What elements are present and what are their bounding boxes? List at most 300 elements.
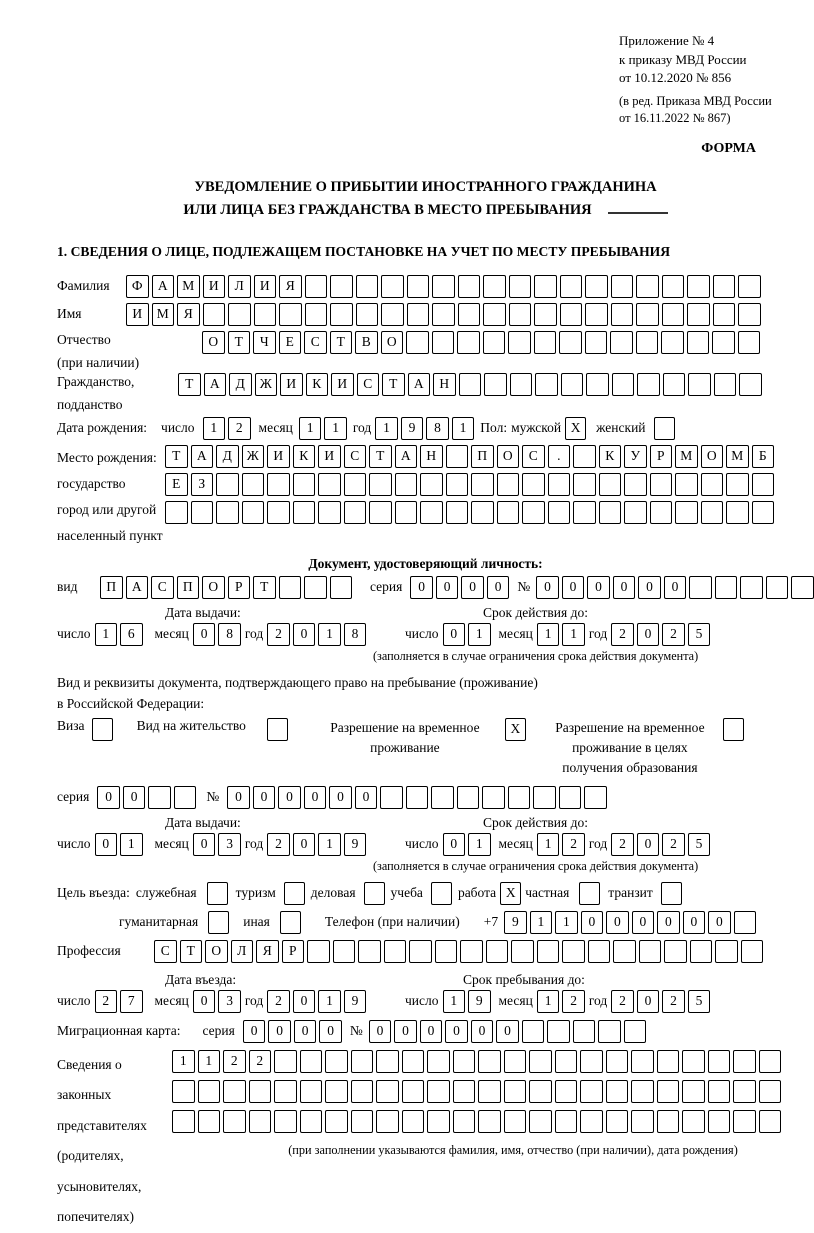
char-cell[interactable] <box>356 303 379 326</box>
migration-card-number-cells[interactable] <box>369 1020 647 1043</box>
char-cell[interactable] <box>198 1080 221 1103</box>
char-cell[interactable]: Д <box>216 445 239 468</box>
char-cell[interactable]: 1 <box>468 623 491 646</box>
char-cell[interactable] <box>537 940 560 963</box>
char-cell[interactable] <box>529 1110 552 1133</box>
char-cell[interactable]: 0 <box>193 990 216 1013</box>
char-cell[interactable] <box>279 303 302 326</box>
char-cell[interactable] <box>733 1050 756 1073</box>
purpose-business-checkbox[interactable] <box>364 882 385 905</box>
char-cell[interactable]: 2 <box>267 623 290 646</box>
birth-place-cells-3[interactable] <box>165 501 774 524</box>
char-cell[interactable]: О <box>381 331 404 354</box>
char-cell[interactable] <box>662 303 685 326</box>
char-cell[interactable]: 9 <box>344 990 367 1013</box>
char-cell[interactable]: А <box>204 373 227 396</box>
char-cell[interactable] <box>664 940 687 963</box>
char-cell[interactable]: Ж <box>242 445 265 468</box>
char-cell[interactable]: 6 <box>120 623 143 646</box>
char-cell[interactable]: 9 <box>468 990 491 1013</box>
char-cell[interactable] <box>548 473 571 496</box>
char-cell[interactable] <box>560 303 583 326</box>
char-cell[interactable] <box>690 940 713 963</box>
char-cell[interactable]: 1 <box>537 833 560 856</box>
representatives-cells-3[interactable] <box>172 1110 781 1133</box>
char-cell[interactable]: 0 <box>294 1020 317 1043</box>
char-cell[interactable] <box>585 275 608 298</box>
identity-doc-series-cells[interactable] <box>410 576 509 599</box>
char-cell[interactable] <box>318 473 341 496</box>
char-cell[interactable]: 1 <box>562 623 585 646</box>
char-cell[interactable] <box>547 1020 570 1043</box>
char-cell[interactable] <box>325 1050 348 1073</box>
char-cell[interactable] <box>766 576 789 599</box>
char-cell[interactable] <box>228 303 251 326</box>
char-cell[interactable] <box>599 473 622 496</box>
char-cell[interactable]: А <box>395 445 418 468</box>
char-cell[interactable]: О <box>202 576 225 599</box>
char-cell[interactable]: 0 <box>581 911 604 934</box>
char-cell[interactable] <box>459 373 482 396</box>
char-cell[interactable] <box>535 373 558 396</box>
char-cell[interactable]: 0 <box>683 911 706 934</box>
char-cell[interactable]: Б <box>752 445 775 468</box>
char-cell[interactable]: 2 <box>611 990 634 1013</box>
char-cell[interactable]: 0 <box>293 623 316 646</box>
char-cell[interactable]: К <box>599 445 622 468</box>
purpose-tourism-checkbox[interactable] <box>284 882 305 905</box>
char-cell[interactable] <box>741 940 764 963</box>
char-cell[interactable] <box>172 1080 195 1103</box>
char-cell[interactable] <box>191 501 214 524</box>
char-cell[interactable] <box>560 275 583 298</box>
char-cell[interactable] <box>585 303 608 326</box>
char-cell[interactable] <box>534 331 557 354</box>
char-cell[interactable] <box>738 275 761 298</box>
char-cell[interactable]: Н <box>433 373 456 396</box>
char-cell[interactable]: 1 <box>318 623 341 646</box>
char-cell[interactable] <box>307 940 330 963</box>
char-cell[interactable] <box>555 1110 578 1133</box>
char-cell[interactable]: 2 <box>95 990 118 1013</box>
char-cell[interactable] <box>458 275 481 298</box>
entry-month-cells[interactable] <box>193 990 241 1013</box>
char-cell[interactable] <box>330 275 353 298</box>
stay-doc-issue-month-cells[interactable] <box>193 833 241 856</box>
char-cell[interactable] <box>432 275 455 298</box>
char-cell[interactable]: 1 <box>299 417 322 440</box>
char-cell[interactable] <box>522 1020 545 1043</box>
char-cell[interactable] <box>631 1080 654 1103</box>
char-cell[interactable] <box>726 473 749 496</box>
stay-doc-issue-day-cells[interactable] <box>95 833 143 856</box>
char-cell[interactable]: 0 <box>638 576 661 599</box>
char-cell[interactable]: 1 <box>468 833 491 856</box>
char-cell[interactable] <box>675 473 698 496</box>
char-cell[interactable]: Т <box>382 373 405 396</box>
char-cell[interactable]: 0 <box>369 1020 392 1043</box>
char-cell[interactable] <box>351 1050 374 1073</box>
char-cell[interactable]: У <box>624 445 647 468</box>
char-cell[interactable]: М <box>152 303 175 326</box>
stay-doc-valid-year-cells[interactable] <box>611 833 710 856</box>
char-cell[interactable]: Ф <box>126 275 149 298</box>
char-cell[interactable] <box>738 303 761 326</box>
patronymic-cells[interactable] <box>202 331 760 354</box>
char-cell[interactable] <box>738 331 761 354</box>
char-cell[interactable] <box>637 373 660 396</box>
char-cell[interactable] <box>380 786 403 809</box>
char-cell[interactable] <box>504 1080 527 1103</box>
stay-doc-issue-year-cells[interactable] <box>267 833 366 856</box>
phone-cells[interactable] <box>504 911 756 934</box>
char-cell[interactable]: 0 <box>293 990 316 1013</box>
char-cell[interactable] <box>478 1110 501 1133</box>
char-cell[interactable]: Т <box>178 373 201 396</box>
char-cell[interactable]: 0 <box>708 911 731 934</box>
char-cell[interactable]: 9 <box>504 911 527 934</box>
char-cell[interactable]: 7 <box>120 990 143 1013</box>
char-cell[interactable] <box>203 303 226 326</box>
char-cell[interactable]: Я <box>177 303 200 326</box>
char-cell[interactable] <box>759 1080 782 1103</box>
char-cell[interactable] <box>636 331 659 354</box>
char-cell[interactable] <box>381 303 404 326</box>
char-cell[interactable] <box>663 373 686 396</box>
char-cell[interactable] <box>293 501 316 524</box>
char-cell[interactable] <box>478 1080 501 1103</box>
char-cell[interactable]: 9 <box>344 833 367 856</box>
char-cell[interactable] <box>586 373 609 396</box>
char-cell[interactable]: К <box>306 373 329 396</box>
char-cell[interactable] <box>242 501 265 524</box>
char-cell[interactable] <box>402 1110 425 1133</box>
residence-permit-checkbox[interactable] <box>267 718 288 741</box>
char-cell[interactable]: Т <box>253 576 276 599</box>
char-cell[interactable]: Я <box>279 275 302 298</box>
stay-year-cells[interactable] <box>611 990 710 1013</box>
char-cell[interactable]: С <box>304 331 327 354</box>
char-cell[interactable] <box>330 303 353 326</box>
stay-doc-valid-day-cells[interactable] <box>443 833 491 856</box>
char-cell[interactable]: 0 <box>123 786 146 809</box>
char-cell[interactable] <box>457 331 480 354</box>
char-cell[interactable]: 0 <box>97 786 120 809</box>
char-cell[interactable] <box>522 473 545 496</box>
char-cell[interactable] <box>624 1020 647 1043</box>
char-cell[interactable] <box>305 275 328 298</box>
birth-place-cells-2[interactable] <box>165 473 774 496</box>
char-cell[interactable] <box>344 473 367 496</box>
char-cell[interactable] <box>198 1110 221 1133</box>
char-cell[interactable]: 2 <box>562 990 585 1013</box>
char-cell[interactable] <box>376 1110 399 1133</box>
char-cell[interactable] <box>611 303 634 326</box>
char-cell[interactable] <box>606 1110 629 1133</box>
char-cell[interactable] <box>486 940 509 963</box>
char-cell[interactable] <box>561 373 584 396</box>
char-cell[interactable]: 0 <box>536 576 559 599</box>
stay-month-cells[interactable] <box>537 990 585 1013</box>
purpose-private-checkbox[interactable] <box>579 882 600 905</box>
char-cell[interactable] <box>384 940 407 963</box>
char-cell[interactable] <box>613 940 636 963</box>
char-cell[interactable] <box>305 303 328 326</box>
char-cell[interactable] <box>497 501 520 524</box>
char-cell[interactable] <box>504 1050 527 1073</box>
birth-year-cells[interactable] <box>375 417 474 440</box>
char-cell[interactable]: Т <box>330 331 353 354</box>
char-cell[interactable]: 2 <box>267 833 290 856</box>
char-cell[interactable] <box>511 940 534 963</box>
purpose-work-checkbox[interactable]: X <box>500 882 521 905</box>
char-cell[interactable] <box>249 1110 272 1133</box>
char-cell[interactable]: 2 <box>228 417 251 440</box>
identity-valid-day-cells[interactable] <box>443 623 491 646</box>
char-cell[interactable] <box>612 373 635 396</box>
char-cell[interactable] <box>457 786 480 809</box>
char-cell[interactable]: С <box>522 445 545 468</box>
char-cell[interactable]: 0 <box>319 1020 342 1043</box>
char-cell[interactable]: М <box>726 445 749 468</box>
char-cell[interactable] <box>325 1110 348 1133</box>
char-cell[interactable]: 0 <box>278 786 301 809</box>
char-cell[interactable] <box>662 275 685 298</box>
char-cell[interactable] <box>708 1080 731 1103</box>
char-cell[interactable] <box>559 331 582 354</box>
char-cell[interactable] <box>759 1110 782 1133</box>
char-cell[interactable] <box>471 473 494 496</box>
char-cell[interactable] <box>483 331 506 354</box>
identity-valid-year-cells[interactable] <box>611 623 710 646</box>
char-cell[interactable] <box>333 940 356 963</box>
char-cell[interactable] <box>573 445 596 468</box>
char-cell[interactable] <box>529 1050 552 1073</box>
char-cell[interactable] <box>483 275 506 298</box>
stay-day-cells[interactable] <box>443 990 491 1013</box>
char-cell[interactable]: 0 <box>243 1020 266 1043</box>
char-cell[interactable]: 2 <box>223 1050 246 1073</box>
identity-doc-number-cells[interactable] <box>536 576 814 599</box>
char-cell[interactable]: И <box>331 373 354 396</box>
char-cell[interactable] <box>420 501 443 524</box>
char-cell[interactable]: С <box>151 576 174 599</box>
char-cell[interactable] <box>376 1050 399 1073</box>
char-cell[interactable] <box>733 1080 756 1103</box>
char-cell[interactable] <box>223 1110 246 1133</box>
char-cell[interactable]: 5 <box>688 990 711 1013</box>
char-cell[interactable] <box>759 1050 782 1073</box>
representatives-cells-1[interactable] <box>172 1050 781 1073</box>
char-cell[interactable]: 0 <box>461 576 484 599</box>
char-cell[interactable]: Т <box>369 445 392 468</box>
char-cell[interactable] <box>427 1110 450 1133</box>
char-cell[interactable] <box>708 1050 731 1073</box>
char-cell[interactable] <box>300 1080 323 1103</box>
char-cell[interactable] <box>482 786 505 809</box>
char-cell[interactable] <box>358 940 381 963</box>
char-cell[interactable] <box>650 473 673 496</box>
char-cell[interactable] <box>427 1080 450 1103</box>
identity-issue-day-cells[interactable] <box>95 623 143 646</box>
char-cell[interactable] <box>471 501 494 524</box>
char-cell[interactable]: Р <box>282 940 305 963</box>
char-cell[interactable]: И <box>126 303 149 326</box>
char-cell[interactable]: 0 <box>443 833 466 856</box>
char-cell[interactable] <box>636 303 659 326</box>
char-cell[interactable]: П <box>471 445 494 468</box>
identity-issue-month-cells[interactable] <box>193 623 241 646</box>
char-cell[interactable] <box>688 373 711 396</box>
char-cell[interactable] <box>631 1050 654 1073</box>
char-cell[interactable]: С <box>154 940 177 963</box>
char-cell[interactable]: 8 <box>344 623 367 646</box>
char-cell[interactable]: Л <box>228 275 251 298</box>
identity-valid-month-cells[interactable] <box>537 623 585 646</box>
char-cell[interactable] <box>610 331 633 354</box>
char-cell[interactable] <box>559 786 582 809</box>
char-cell[interactable] <box>304 576 327 599</box>
char-cell[interactable] <box>631 1110 654 1133</box>
char-cell[interactable] <box>406 786 429 809</box>
char-cell[interactable] <box>715 576 738 599</box>
char-cell[interactable] <box>598 1020 621 1043</box>
char-cell[interactable] <box>714 373 737 396</box>
char-cell[interactable]: 1 <box>555 911 578 934</box>
char-cell[interactable] <box>657 1050 680 1073</box>
char-cell[interactable]: Р <box>650 445 673 468</box>
temp-residence-education-checkbox[interactable] <box>723 718 744 741</box>
char-cell[interactable] <box>701 501 724 524</box>
char-cell[interactable] <box>752 501 775 524</box>
char-cell[interactable]: 0 <box>436 576 459 599</box>
char-cell[interactable] <box>446 501 469 524</box>
gender-male-checkbox[interactable]: X <box>565 417 586 440</box>
char-cell[interactable] <box>675 501 698 524</box>
char-cell[interactable] <box>483 303 506 326</box>
char-cell[interactable]: 8 <box>218 623 241 646</box>
char-cell[interactable]: И <box>280 373 303 396</box>
char-cell[interactable]: 2 <box>662 833 685 856</box>
char-cell[interactable]: Е <box>165 473 188 496</box>
char-cell[interactable] <box>369 473 392 496</box>
birth-place-cells-1[interactable] <box>165 445 774 468</box>
char-cell[interactable] <box>325 1080 348 1103</box>
char-cell[interactable] <box>657 1080 680 1103</box>
char-cell[interactable] <box>431 786 454 809</box>
char-cell[interactable] <box>606 1080 629 1103</box>
char-cell[interactable]: И <box>318 445 341 468</box>
char-cell[interactable]: Т <box>165 445 188 468</box>
char-cell[interactable]: 0 <box>445 1020 468 1043</box>
stay-doc-number-cells[interactable] <box>227 786 607 809</box>
surname-cells[interactable] <box>126 275 761 298</box>
entry-day-cells[interactable] <box>95 990 143 1013</box>
char-cell[interactable]: 3 <box>218 833 241 856</box>
char-cell[interactable]: 1 <box>120 833 143 856</box>
char-cell[interactable] <box>661 331 684 354</box>
char-cell[interactable] <box>529 1080 552 1103</box>
char-cell[interactable]: В <box>355 331 378 354</box>
char-cell[interactable] <box>165 501 188 524</box>
char-cell[interactable]: 0 <box>304 786 327 809</box>
char-cell[interactable] <box>733 1110 756 1133</box>
char-cell[interactable]: 0 <box>637 833 660 856</box>
char-cell[interactable] <box>508 331 531 354</box>
char-cell[interactable]: Я <box>256 940 279 963</box>
char-cell[interactable] <box>356 275 379 298</box>
char-cell[interactable]: 0 <box>227 786 250 809</box>
char-cell[interactable] <box>555 1080 578 1103</box>
char-cell[interactable] <box>274 1110 297 1133</box>
char-cell[interactable] <box>446 445 469 468</box>
char-cell[interactable]: . <box>548 445 571 468</box>
char-cell[interactable] <box>562 940 585 963</box>
entry-year-cells[interactable] <box>267 990 366 1013</box>
char-cell[interactable] <box>293 473 316 496</box>
char-cell[interactable] <box>682 1110 705 1133</box>
visa-checkbox[interactable] <box>92 718 113 741</box>
char-cell[interactable]: 2 <box>611 833 634 856</box>
char-cell[interactable] <box>580 1110 603 1133</box>
char-cell[interactable]: 0 <box>410 576 433 599</box>
char-cell[interactable]: 2 <box>562 833 585 856</box>
char-cell[interactable] <box>636 275 659 298</box>
stay-doc-series-cells[interactable] <box>97 786 196 809</box>
char-cell[interactable]: 1 <box>375 417 398 440</box>
char-cell[interactable] <box>369 501 392 524</box>
char-cell[interactable]: 1 <box>324 417 347 440</box>
char-cell[interactable] <box>407 275 430 298</box>
char-cell[interactable]: 0 <box>587 576 610 599</box>
char-cell[interactable]: 5 <box>688 623 711 646</box>
char-cell[interactable]: Ж <box>255 373 278 396</box>
char-cell[interactable]: 0 <box>606 911 629 934</box>
char-cell[interactable] <box>584 786 607 809</box>
given-name-cells[interactable] <box>126 303 761 326</box>
char-cell[interactable] <box>420 473 443 496</box>
char-cell[interactable]: 1 <box>537 623 560 646</box>
char-cell[interactable]: А <box>408 373 431 396</box>
char-cell[interactable] <box>242 473 265 496</box>
char-cell[interactable]: 0 <box>95 833 118 856</box>
char-cell[interactable] <box>624 473 647 496</box>
char-cell[interactable] <box>330 576 353 599</box>
char-cell[interactable]: 0 <box>632 911 655 934</box>
char-cell[interactable] <box>687 331 710 354</box>
char-cell[interactable] <box>534 275 557 298</box>
char-cell[interactable] <box>432 331 455 354</box>
char-cell[interactable] <box>740 576 763 599</box>
char-cell[interactable] <box>606 1050 629 1073</box>
char-cell[interactable] <box>174 786 197 809</box>
char-cell[interactable]: 2 <box>611 623 634 646</box>
char-cell[interactable]: 2 <box>267 990 290 1013</box>
char-cell[interactable]: С <box>344 445 367 468</box>
char-cell[interactable] <box>318 501 341 524</box>
char-cell[interactable]: М <box>177 275 200 298</box>
char-cell[interactable] <box>624 501 647 524</box>
purpose-transit-checkbox[interactable] <box>661 882 682 905</box>
char-cell[interactable] <box>402 1080 425 1103</box>
char-cell[interactable] <box>223 1080 246 1103</box>
char-cell[interactable] <box>687 303 710 326</box>
char-cell[interactable]: 1 <box>318 833 341 856</box>
char-cell[interactable]: 0 <box>657 911 680 934</box>
char-cell[interactable]: 3 <box>218 990 241 1013</box>
char-cell[interactable]: Т <box>180 940 203 963</box>
char-cell[interactable] <box>522 501 545 524</box>
